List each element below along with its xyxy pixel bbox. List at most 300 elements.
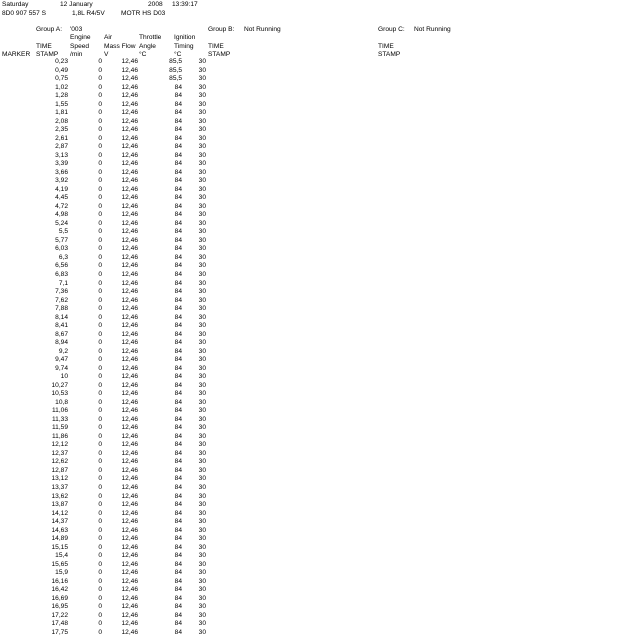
throttle-angle-cell: 84 xyxy=(174,168,182,176)
engine-speed-cell: 0 xyxy=(98,228,102,236)
air-mass-flow-cell: 12,46 xyxy=(121,501,138,509)
timestamp-cell: 8,67 xyxy=(55,330,68,338)
table-row xyxy=(0,332,620,341)
ignition-timing-cell: 30 xyxy=(198,347,206,355)
table-row xyxy=(0,374,620,383)
ignition-timing-cell: 30 xyxy=(198,373,206,381)
engine-speed-cell: 0 xyxy=(98,177,102,185)
throttle-angle-cell: 84 xyxy=(174,271,182,278)
air-mass-flow-cell: 12,46 xyxy=(121,441,138,449)
timestamp-cell: 13,87 xyxy=(51,501,68,509)
air-mass-flow-cell: 12,46 xyxy=(121,611,138,619)
ignition-timing-cell: 30 xyxy=(198,322,206,330)
ignition-timing-cell: 30 xyxy=(198,185,206,193)
ignition-timing-cell: 30 xyxy=(198,313,206,321)
air-mass-flow-cell: 12,46 xyxy=(121,177,138,185)
table-row xyxy=(0,476,620,485)
throttle-angle-cell: 84 xyxy=(174,594,182,602)
table-row xyxy=(0,170,620,179)
engine-speed-cell: 0 xyxy=(98,390,102,398)
table-row xyxy=(0,468,620,477)
ignition-timing-cell: 30 xyxy=(198,92,206,100)
timestamp-cell: 7,36 xyxy=(55,288,68,296)
engine-speed-cell: 0 xyxy=(98,75,102,83)
table-row xyxy=(0,340,620,349)
ignition-timing-cell: 30 xyxy=(198,577,206,585)
col-ignition-line1: Ignition xyxy=(174,34,196,41)
throttle-angle-cell: 84 xyxy=(174,441,182,449)
air-mass-flow-cell: 12,46 xyxy=(121,245,138,253)
timestamp-cell: 15,4 xyxy=(55,552,68,560)
header-time: 13:39:17 xyxy=(172,1,198,8)
table-row xyxy=(0,604,620,613)
air-mass-flow-cell: 12,46 xyxy=(121,288,138,296)
ignition-timing-cell: 30 xyxy=(198,526,206,534)
table-row xyxy=(0,408,620,417)
ignition-timing-cell: 30 xyxy=(198,100,206,108)
throttle-angle-cell: 84 xyxy=(174,236,182,244)
air-mass-flow-cell: 12,46 xyxy=(121,126,138,134)
table-row xyxy=(0,76,620,85)
ignition-timing-cell: 30 xyxy=(198,219,206,227)
throttle-angle-cell: 84 xyxy=(174,202,182,210)
air-mass-flow-cell: 12,46 xyxy=(121,424,138,432)
engine-speed-cell: 0 xyxy=(98,109,102,117)
table-row xyxy=(0,613,620,622)
ignition-timing-cell: 30 xyxy=(198,407,206,415)
timestamp-cell: 14,63 xyxy=(51,526,68,534)
ignition-timing-cell: 30 xyxy=(198,253,206,261)
air-mass-flow-cell: 12,46 xyxy=(121,552,138,560)
engine-speed-cell: 0 xyxy=(98,475,102,483)
timestamp-cell: 6,83 xyxy=(55,271,68,278)
group-c-status: Not Running xyxy=(414,26,451,33)
ignition-timing-cell: 30 xyxy=(198,501,206,509)
table-row xyxy=(0,204,620,213)
col-airflow-line2: Mass Flow xyxy=(104,43,136,50)
timestamp-cell: 3,66 xyxy=(55,168,68,176)
timestamp-cell: 2,35 xyxy=(55,126,68,134)
air-mass-flow-cell: 12,46 xyxy=(121,509,138,517)
header-engine-info: 1,8L R4/5V xyxy=(72,10,105,17)
engine-speed-cell: 0 xyxy=(98,449,102,457)
table-row xyxy=(0,136,620,145)
header-part-number: 8D0 907 557 S xyxy=(2,10,46,17)
throttle-angle-cell: 84 xyxy=(174,245,182,253)
ignition-timing-cell: 30 xyxy=(198,177,206,185)
timestamp-cell: 0,23 xyxy=(55,58,68,65)
timestamp-cell: 16,69 xyxy=(51,594,68,602)
air-mass-flow-cell: 12,46 xyxy=(121,415,138,423)
table-row xyxy=(0,553,620,562)
timestamp-cell: 5,5 xyxy=(58,228,68,236)
engine-speed-cell: 0 xyxy=(98,458,102,466)
timestamp-cell: 13,37 xyxy=(51,484,68,491)
timestamp-cell: 11,06 xyxy=(51,407,68,415)
col-speed-line3: /min xyxy=(70,51,83,58)
throttle-angle-cell: 84 xyxy=(174,560,182,568)
timestamp-cell: 5,24 xyxy=(55,219,68,227)
throttle-angle-cell: 84 xyxy=(174,518,182,526)
throttle-angle-cell: 84 xyxy=(174,373,182,381)
ignition-timing-cell: 30 xyxy=(198,484,206,491)
throttle-angle-cell: 84 xyxy=(174,151,182,159)
throttle-angle-cell: 84 xyxy=(174,449,182,457)
engine-speed-cell: 0 xyxy=(98,279,102,287)
air-mass-flow-cell: 12,46 xyxy=(121,185,138,193)
col-speed-line1: Engine xyxy=(70,34,91,41)
ignition-timing-cell: 30 xyxy=(198,296,206,304)
timestamp-cell: 4,45 xyxy=(55,194,68,202)
col-ignition-line3: °C xyxy=(174,51,182,58)
table-row xyxy=(0,528,620,537)
ignition-timing-cell: 30 xyxy=(198,271,206,278)
table-row xyxy=(0,323,620,332)
ignition-timing-cell: 30 xyxy=(198,560,206,568)
engine-speed-cell: 0 xyxy=(98,262,102,270)
engine-speed-cell: 0 xyxy=(98,117,102,125)
timestamp-cell: 11,33 xyxy=(51,415,68,423)
ignition-timing-cell: 30 xyxy=(198,458,206,466)
engine-speed-cell: 0 xyxy=(98,83,102,91)
air-mass-flow-cell: 12,46 xyxy=(121,364,138,372)
engine-speed-cell: 0 xyxy=(98,66,102,74)
group-a-label: Group A: xyxy=(36,26,63,33)
table-row xyxy=(0,442,620,451)
timestamp-cell: 13,62 xyxy=(51,492,68,500)
engine-speed-cell: 0 xyxy=(98,356,102,364)
timestamp-cell: 15,65 xyxy=(51,560,68,568)
table-row xyxy=(0,391,620,400)
timestamp-cell: 9,2 xyxy=(58,347,68,355)
table-row xyxy=(0,315,620,324)
throttle-angle-cell: 84 xyxy=(174,509,182,517)
timestamp-cell: 3,13 xyxy=(55,151,68,159)
throttle-angle-cell: 84 xyxy=(174,415,182,423)
air-mass-flow-cell: 12,46 xyxy=(121,628,138,636)
ignition-timing-cell: 30 xyxy=(198,620,206,628)
table-row xyxy=(0,570,620,579)
table-row xyxy=(0,400,620,409)
throttle-angle-cell: 84 xyxy=(174,288,182,296)
engine-speed-cell: 0 xyxy=(98,245,102,253)
timestamp-cell: 4,19 xyxy=(55,185,68,193)
table-row xyxy=(0,459,620,468)
ignition-timing-cell: 30 xyxy=(198,398,206,406)
ignition-timing-cell: 30 xyxy=(198,466,206,474)
air-mass-flow-cell: 12,46 xyxy=(121,390,138,398)
ignition-timing-cell: 30 xyxy=(198,236,206,244)
throttle-angle-cell: 84 xyxy=(174,620,182,628)
throttle-angle-cell: 84 xyxy=(174,339,182,347)
ignition-timing-cell: 30 xyxy=(198,509,206,517)
air-mass-flow-cell: 12,46 xyxy=(121,100,138,108)
timestamp-cell: 15,15 xyxy=(51,543,68,551)
timestamp-cell: 2,87 xyxy=(55,143,68,151)
throttle-angle-cell: 84 xyxy=(174,364,182,372)
col-timestamp-line2: TIME xyxy=(36,43,52,50)
engine-speed-cell: 0 xyxy=(98,432,102,440)
throttle-angle-cell: 84 xyxy=(174,92,182,100)
engine-speed-cell: 0 xyxy=(98,322,102,330)
ignition-timing-cell: 30 xyxy=(198,134,206,142)
engine-speed-cell: 0 xyxy=(98,415,102,423)
ignition-timing-cell: 30 xyxy=(198,151,206,159)
air-mass-flow-cell: 12,46 xyxy=(121,449,138,457)
engine-speed-cell: 0 xyxy=(98,577,102,585)
timestamp-cell: 9,47 xyxy=(55,356,68,364)
air-mass-flow-cell: 12,46 xyxy=(121,543,138,551)
air-mass-flow-cell: 12,46 xyxy=(121,492,138,500)
throttle-angle-cell: 84 xyxy=(174,603,182,611)
timestamp-cell: 14,89 xyxy=(51,535,68,543)
table-row xyxy=(0,536,620,545)
engine-speed-cell: 0 xyxy=(98,492,102,500)
engine-speed-cell: 0 xyxy=(98,560,102,568)
ignition-timing-cell: 30 xyxy=(198,339,206,347)
engine-speed-cell: 0 xyxy=(98,160,102,168)
engine-speed-cell: 0 xyxy=(98,58,102,65)
engine-speed-cell: 0 xyxy=(98,134,102,142)
timestamp-cell: 4,98 xyxy=(55,211,68,219)
timestamp-cell: 5,77 xyxy=(55,236,68,244)
air-mass-flow-cell: 12,46 xyxy=(121,347,138,355)
table-row xyxy=(0,494,620,503)
ignition-timing-cell: 30 xyxy=(198,424,206,432)
table-row xyxy=(0,587,620,596)
timestamp-cell: 16,42 xyxy=(51,586,68,594)
engine-speed-cell: 0 xyxy=(98,151,102,159)
engine-speed-cell: 0 xyxy=(98,518,102,526)
ignition-timing-cell: 30 xyxy=(198,586,206,594)
throttle-angle-cell: 84 xyxy=(174,134,182,142)
ignition-timing-cell: 30 xyxy=(198,415,206,423)
ignition-timing-cell: 30 xyxy=(198,117,206,125)
timestamp-cell: 0,49 xyxy=(55,66,68,74)
engine-speed-cell: 0 xyxy=(98,424,102,432)
ignition-timing-cell: 30 xyxy=(198,194,206,202)
throttle-angle-cell: 85,5 xyxy=(169,66,182,74)
ignition-timing-cell: 30 xyxy=(198,168,206,176)
table-row xyxy=(0,579,620,588)
engine-speed-cell: 0 xyxy=(98,441,102,449)
throttle-angle-cell: 84 xyxy=(174,100,182,108)
air-mass-flow-cell: 12,46 xyxy=(121,620,138,628)
col-throttle-line1: Throttle xyxy=(139,34,162,41)
table-row xyxy=(0,630,620,638)
timestamp-cell: 8,14 xyxy=(55,313,68,321)
air-mass-flow-cell: 12,46 xyxy=(121,432,138,440)
air-mass-flow-cell: 12,46 xyxy=(121,586,138,594)
ignition-timing-cell: 30 xyxy=(198,492,206,500)
ignition-timing-cell: 30 xyxy=(198,449,206,457)
engine-speed-cell: 0 xyxy=(98,594,102,602)
table-row xyxy=(0,511,620,520)
timestamp-cell: 16,95 xyxy=(51,603,68,611)
throttle-angle-cell: 84 xyxy=(174,347,182,355)
engine-speed-cell: 0 xyxy=(98,271,102,278)
table-row xyxy=(0,298,620,307)
engine-speed-cell: 0 xyxy=(98,126,102,134)
engine-speed-cell: 0 xyxy=(98,407,102,415)
engine-speed-cell: 0 xyxy=(98,381,102,389)
ignition-timing-cell: 30 xyxy=(198,75,206,83)
header-day: Saturday xyxy=(2,1,29,8)
engine-speed-cell: 0 xyxy=(98,398,102,406)
table-row xyxy=(0,110,620,119)
air-mass-flow-cell: 12,46 xyxy=(121,194,138,202)
timestamp-cell: 15,9 xyxy=(55,569,68,577)
col-throttle-line2: Angle xyxy=(139,43,156,50)
ignition-timing-cell: 30 xyxy=(198,58,206,65)
group-b-label: Group B: xyxy=(208,26,235,33)
air-mass-flow-cell: 12,46 xyxy=(121,339,138,347)
engine-speed-cell: 0 xyxy=(98,569,102,577)
engine-speed-cell: 0 xyxy=(98,466,102,474)
engine-speed-cell: 0 xyxy=(98,92,102,100)
engine-speed-cell: 0 xyxy=(98,501,102,509)
table-row xyxy=(0,153,620,162)
throttle-angle-cell: 85,5 xyxy=(169,75,182,83)
col-airflow-line3: V xyxy=(104,51,109,58)
table-row xyxy=(0,161,620,170)
ignition-timing-cell: 30 xyxy=(198,475,206,483)
table-row xyxy=(0,596,620,605)
air-mass-flow-cell: 12,46 xyxy=(121,526,138,534)
table-row xyxy=(0,229,620,238)
engine-speed-cell: 0 xyxy=(98,347,102,355)
table-row xyxy=(0,195,620,204)
throttle-angle-cell: 84 xyxy=(174,424,182,432)
table-row xyxy=(0,366,620,375)
air-mass-flow-cell: 12,46 xyxy=(121,271,138,278)
timestamp-cell: 9,74 xyxy=(55,364,68,372)
engine-speed-cell: 0 xyxy=(98,364,102,372)
timestamp-cell: 7,1 xyxy=(58,279,68,287)
air-mass-flow-cell: 12,46 xyxy=(121,219,138,227)
table-row xyxy=(0,545,620,554)
throttle-angle-cell: 84 xyxy=(174,262,182,270)
engine-speed-cell: 0 xyxy=(98,484,102,491)
throttle-angle-cell: 84 xyxy=(174,611,182,619)
table-row xyxy=(0,519,620,528)
table-row xyxy=(0,425,620,434)
throttle-angle-cell: 84 xyxy=(174,219,182,227)
ignition-timing-cell: 30 xyxy=(198,245,206,253)
engine-speed-cell: 0 xyxy=(98,620,102,628)
header-year: 2008 xyxy=(148,1,163,8)
throttle-angle-cell: 84 xyxy=(174,569,182,577)
air-mass-flow-cell: 12,46 xyxy=(121,211,138,219)
throttle-angle-cell: 84 xyxy=(174,492,182,500)
engine-speed-cell: 0 xyxy=(98,143,102,151)
air-mass-flow-cell: 12,46 xyxy=(121,313,138,321)
engine-speed-cell: 0 xyxy=(98,339,102,347)
throttle-angle-cell: 84 xyxy=(174,543,182,551)
group-b-stamp: STAMP xyxy=(208,51,231,58)
air-mass-flow-cell: 12,46 xyxy=(121,560,138,568)
throttle-angle-cell: 84 xyxy=(174,322,182,330)
ignition-timing-cell: 30 xyxy=(198,611,206,619)
air-mass-flow-cell: 12,46 xyxy=(121,466,138,474)
air-mass-flow-cell: 12,46 xyxy=(121,594,138,602)
table-row xyxy=(0,85,620,94)
air-mass-flow-cell: 12,46 xyxy=(121,518,138,526)
engine-speed-cell: 0 xyxy=(98,628,102,636)
throttle-angle-cell: 84 xyxy=(174,160,182,168)
timestamp-cell: 12,87 xyxy=(51,466,68,474)
air-mass-flow-cell: 12,46 xyxy=(121,143,138,151)
table-row xyxy=(0,178,620,187)
engine-speed-cell: 0 xyxy=(98,211,102,219)
timestamp-cell: 1,02 xyxy=(55,83,68,91)
engine-speed-cell: 0 xyxy=(98,168,102,176)
throttle-angle-cell: 84 xyxy=(174,253,182,261)
air-mass-flow-cell: 12,46 xyxy=(121,66,138,74)
throttle-angle-cell: 84 xyxy=(174,143,182,151)
ignition-timing-cell: 30 xyxy=(198,364,206,372)
air-mass-flow-cell: 12,46 xyxy=(121,58,138,65)
ignition-timing-cell: 30 xyxy=(198,569,206,577)
timestamp-cell: 6,56 xyxy=(55,262,68,270)
timestamp-cell: 13,12 xyxy=(51,475,68,483)
ignition-timing-cell: 30 xyxy=(198,603,206,611)
timestamp-cell: 7,88 xyxy=(55,305,68,313)
col-speed-line2: Speed xyxy=(70,43,90,50)
throttle-angle-cell: 84 xyxy=(174,484,182,491)
air-mass-flow-cell: 12,46 xyxy=(121,296,138,304)
engine-speed-cell: 0 xyxy=(98,194,102,202)
air-mass-flow-cell: 12,46 xyxy=(121,603,138,611)
timestamp-cell: 16,16 xyxy=(51,577,68,585)
engine-speed-cell: 0 xyxy=(98,509,102,517)
throttle-angle-cell: 84 xyxy=(174,432,182,440)
table-row xyxy=(0,68,620,77)
ignition-timing-cell: 30 xyxy=(198,126,206,134)
air-mass-flow-cell: 12,46 xyxy=(121,305,138,313)
table-row xyxy=(0,212,620,221)
timestamp-cell: 6,03 xyxy=(55,245,68,253)
throttle-angle-cell: 84 xyxy=(174,458,182,466)
ignition-timing-cell: 30 xyxy=(198,518,206,526)
ignition-timing-cell: 30 xyxy=(198,628,206,636)
table-row xyxy=(0,255,620,264)
ignition-timing-cell: 30 xyxy=(198,305,206,313)
engine-speed-cell: 0 xyxy=(98,373,102,381)
timestamp-cell: 7,62 xyxy=(55,296,68,304)
ignition-timing-cell: 30 xyxy=(198,594,206,602)
air-mass-flow-cell: 12,46 xyxy=(121,236,138,244)
air-mass-flow-cell: 12,46 xyxy=(121,253,138,261)
timestamp-cell: 2,61 xyxy=(55,134,68,142)
timestamp-cell: 1,81 xyxy=(55,109,68,117)
timestamp-cell: 10,27 xyxy=(51,381,68,389)
engine-speed-cell: 0 xyxy=(98,552,102,560)
table-row xyxy=(0,144,620,153)
group-b-status: Not Running xyxy=(244,26,281,33)
header-module: MOTR HS D03 xyxy=(121,10,166,17)
timestamp-cell: 17,48 xyxy=(51,620,68,628)
group-c-label: Group C: xyxy=(378,26,405,33)
engine-speed-cell: 0 xyxy=(98,603,102,611)
table-row xyxy=(0,485,620,494)
ignition-timing-cell: 30 xyxy=(198,262,206,270)
air-mass-flow-cell: 12,46 xyxy=(121,134,138,142)
engine-speed-cell: 0 xyxy=(98,288,102,296)
timestamp-cell: 10,8 xyxy=(55,398,68,406)
group-a-id: '003 xyxy=(70,26,83,33)
table-row xyxy=(0,59,620,68)
